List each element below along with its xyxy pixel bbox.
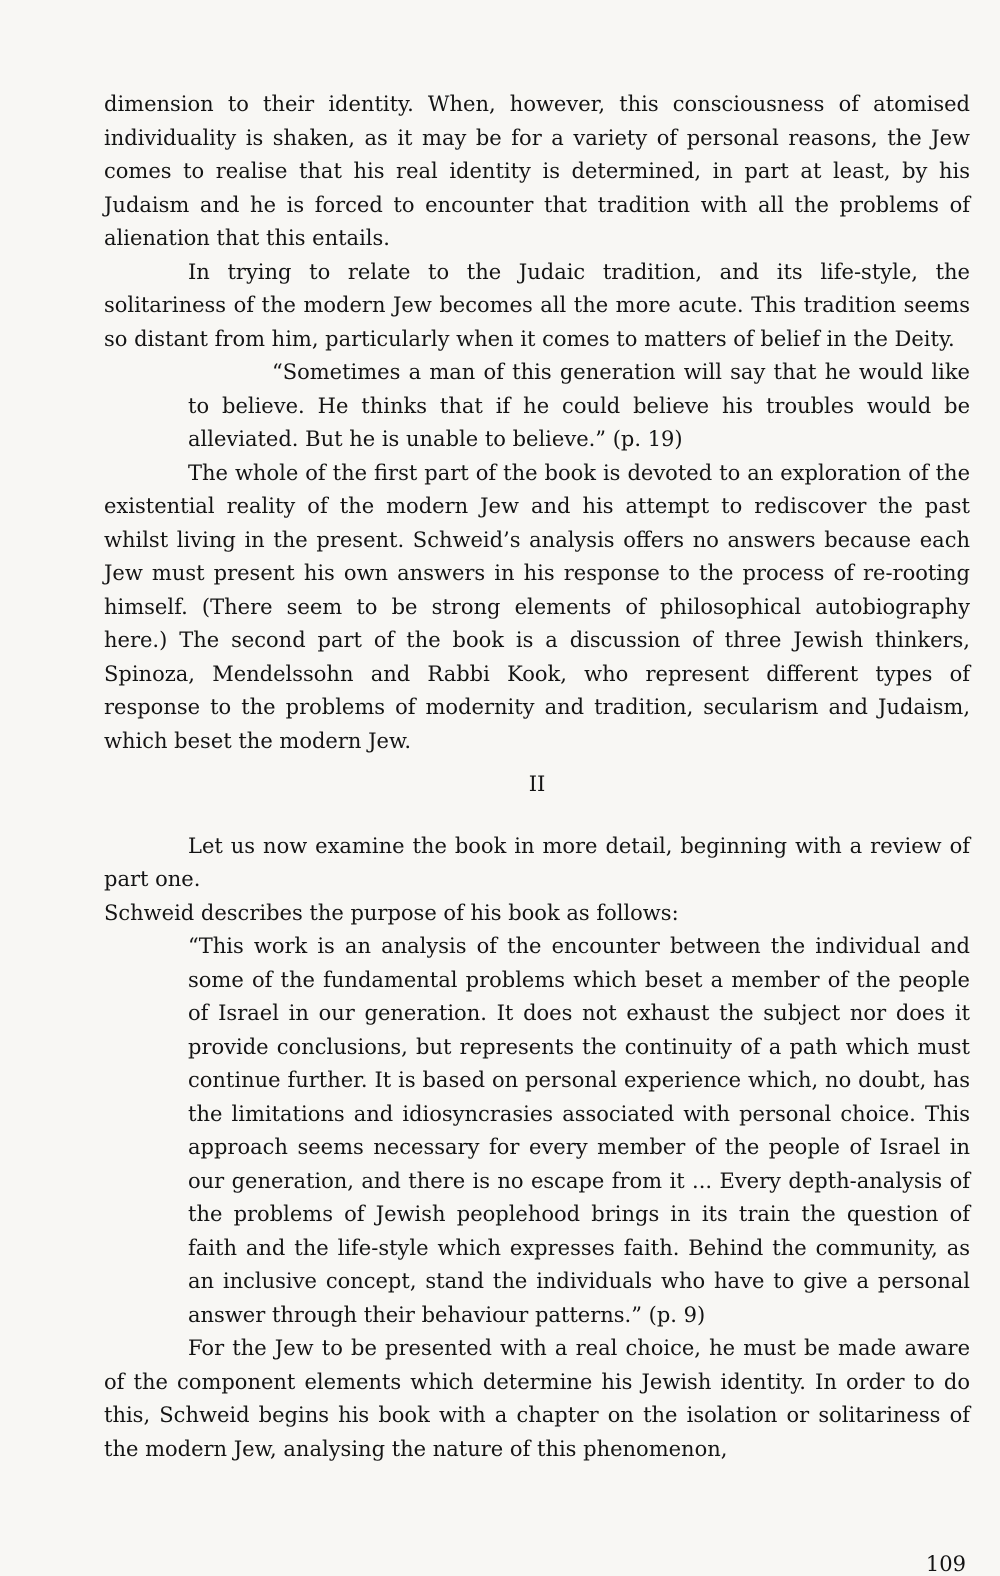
- paragraph-choice: For the Jew to be presented with a real choice, he must be made aware of the component elements which determine his Jewish identity. In order to do this, Schweid begins his book with a chapter on the isolation or solitariness of the modern Jew, analysing the nature of this phenomenon,: [104, 1336, 970, 1461]
- paragraph-first-part: The whole of the first part of the book is devoted to an exploration of the existential reality of the modern Jew and his attempt to rediscover the past whilst living in the present. Schweid’s analysis offers no answers because each Jew must present his own answers in his response to the process of re-rooting himself. (There seem to be strong elements of philosophical autobiography here.) The second part of the book is a discussion of three Jewish thinkers, Spinoza, Mendelssohn and Rabbi Kook, who represent different types of response to the problems of modernity and tradition, secularism and Judaism, which beset the modern Jew.: [104, 460, 970, 753]
- paragraph-review: Let us now examine the book in more detail, beginning with a review of part one.: [104, 833, 970, 891]
- section-heading: II: [528, 772, 546, 796]
- quote-believe: “Sometimes a man of this generation will say that he would like to believe. He thinks that if he could believe his troubles would be alleviated. But he is unable to believe.” (p. 19): [188, 360, 970, 451]
- quote-purpose: “This work is an analysis of the encounter between the individual and some of the fundamental problems which beset a member of the people of Israel in our generation. It does not exhaust the subject nor does it provide conclusions, but represents the continuity of a path which must continue further. It is based on personal experience which, no doubt, has the limitations and idiosyncrasies associated with personal choice. This approach seems necessary for every member of the people of Israel in our generation, and there is no escape from it ... Every depth-analysis of the problems of Jewish peoplehood brings in its train the question of faith and the life-style which expresses faith. Behind the community, as an inclusive concept, stand the individuals who have to give a personal answer through their behaviour patterns.” (p. 9): [188, 934, 970, 1327]
- text-column: [104, 88, 970, 1466]
- paragraph-identity: dimension to their identity. When, however, this consciousness of atomised individuality is shaken, as it may be for a variety of personal reasons, the Jew comes to realise that his real identity is determined, in part at least, by his Judaism and he is forced to encounter that tradition with all the problems of alienation that this entails.: [104, 92, 970, 250]
- paragraph-purpose: Schweid describes the purpose of his book as follows:: [104, 900, 679, 925]
- paragraph-judaic-tradition: In trying to relate to the Judaic tradition, and its life-style, the solitariness of the modern Jew becomes all the more acute. This tradition seems so distant from him, particularly when it comes to matters of belief in the Deity.: [104, 259, 970, 351]
- page-number: 109: [925, 1552, 966, 1576]
